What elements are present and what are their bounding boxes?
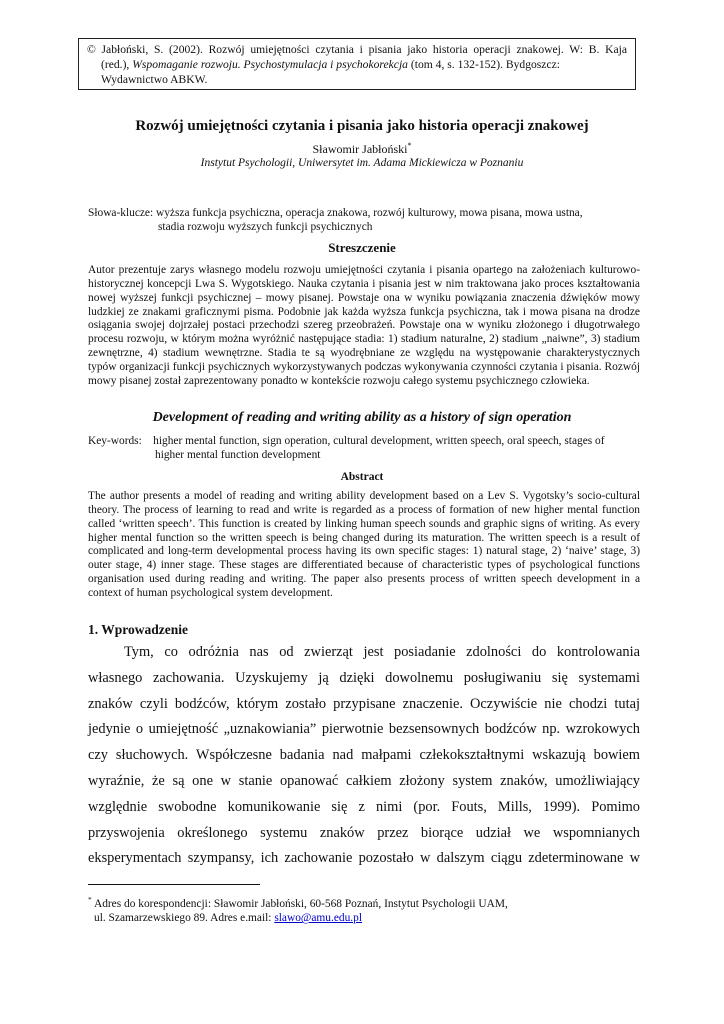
citation-line-3: Wydawnictwo ABKW.: [101, 73, 208, 86]
abstract-text: The author presents a model of reading and writing ability development based on a Lev S. Vygotsky’s socio-cultural theory. The process of learning to read and write is regarded as a process of formation of new higher mental function called ‘written speech’. This function is created by linking human speech sounds and graphic signs of writing. As every higher mental function so the written speech is being changed during its maturation. The written speech is a result of complicated and long-term developmental process having its own specific stages: 1) natural stage, 2) ‘naive’ stage, 3) outer stage, 4) inner stage. These stages are differentiated because of characteristic types of psychological functions organisation used during reading and writing. The paper also presents process of written speech development in a context of human psychological system development.: [88, 490, 640, 599]
footnote: [88, 893, 640, 926]
keywords-en: [88, 434, 640, 462]
streszczenie-heading: Streszczenie: [328, 240, 396, 255]
citation-line-2: [87, 57, 627, 72]
citation-editor: (red.),: [101, 58, 133, 71]
section-heading-introduction: 1. Wprowadzenie: [88, 622, 189, 637]
footnote-mark: *: [88, 895, 92, 904]
keywords-en-values: higher mental function, sign operation, cultural development, written speech, oral speech, stages of: [153, 435, 605, 447]
body-line: jedynie o umiejętność „uznakowiania” pierwotnie bezsensownych bodźców np. wzrokowych: [88, 721, 640, 738]
body-line: względnie swobodne komunikowanie się z nimi (por. Fouts, Mills, 1999). Pomimo: [88, 798, 640, 815]
body-line: przyswojenia określonego systemu znaków przez biorące udział we wspomnianych: [88, 824, 640, 841]
footnote-separator: [88, 884, 260, 885]
footnote-address: Adres do korespondencji: Sławomir Jabłoński, 60-568 Poznań, Instytut Psychologii UAM,: [91, 897, 508, 910]
body-line: czy słuchowych. Współczesne badania nad małpami człekokształtnymi wskazują bowiem: [88, 747, 640, 764]
author-name: Sławomir Jabłoński: [312, 142, 408, 156]
affiliation: Instytut Psychologii, Uniwersytet im. Adama Mickiewicza w Poznaniu: [200, 157, 524, 169]
footnote-street: ul. Szamarzewskiego 89. Adres e.mail:: [94, 912, 275, 925]
body-line: znaków czyli bodźców, którym zostało przypisane znaczenie. Oczywiście nie chodzi tutaj: [88, 695, 640, 712]
body-line: Tym, co odróżnia nas od zwierząt jest posiadanie zdolności do kontrolowania: [124, 644, 640, 660]
abstract-heading: Abstract: [340, 471, 384, 483]
footnote-line-2: [88, 911, 640, 926]
citation-line-1: © Jabłoński, S. (2002). Rozwój umiejętności czytania i pisania jako historia operacji znakowej. W: B. Kaja: [87, 43, 627, 56]
keywords-en-line-2: higher mental function development: [155, 449, 321, 461]
keywords-pl: [88, 206, 640, 234]
keywords-pl-line-1: Słowa-klucze: wyższa funkcja psychiczna, operacja znakowa, rozwój kulturowy, mowa pisana, mowa ustna,: [88, 207, 583, 219]
citation-pages: (tom 4, s. 132-152). Bydgoszcz:: [407, 58, 560, 71]
author-footnote-mark: *: [407, 141, 412, 150]
keywords-en-line-1: [88, 434, 640, 448]
citation-box: [78, 38, 636, 90]
author-line: [40, 141, 684, 157]
body-line: eksperymentach szympansy, ich zachowanie pozostało w dalszym ciągu zdeterminowane w: [88, 850, 640, 867]
footnote-line-1: [88, 893, 640, 911]
keywords-en-label: Key-words:: [88, 435, 142, 447]
body-line: wyraźnie, że są one w stanie opanować całkiem złożony system znaków, umożliwiający: [88, 772, 640, 789]
introduction-body: [88, 640, 640, 872]
email-link[interactable]: slawo@amu.edu.pl: [274, 912, 362, 925]
body-line: własnego zachowania. Uzyskujemy ją dzięki dowolnemu posługiwaniu się systemami: [88, 669, 640, 686]
streszczenie-text: Autor prezentuje zarys własnego modelu rozwoju umiejętności czytania i pisania opartego na założeniach kulturowo-historycznej koncepcji Lwa S. Wygotskiego. Nauka czytania i pisania jest w nim traktowana jako proces kształtowania nowej wyższej funkcji psychicznej – mowy pisanej. Powstaje ona w wyniku powiązania znaczenia dźwięków mowy ludzkiej ze znakami graficznymi pisma. Podobnie jak każda wyższa funkcja psychiczna, tak i mowa pisana na drodze osiągania swojej dojrzałej postaci przechodzi szereg przeobrażeń. Powstaje ona w wyniku złożonego i długotrwałego procesu rozwoju, w którym można wyróżnić następujące stadia: 1) stadium naturalne, 2) stadium „naiwne”, 3) stadium zewnętrzne, 4) stadium wewnętrzne. Stadia te są wyodrębniane ze względu na występowanie charakterystycznych typów organizacji funkcji psychicznych wykorzystywanych podczas wykonywania czynności czytania i pisania. Rozwój mowy pisanej został zaprezentowany ponadto w kontekście rozwoju całego systemu psychicznego człowieka.: [88, 264, 640, 387]
paper-title: Rozwój umiejętności czytania i pisania jako historia operacji znakowej: [135, 118, 589, 134]
citation-book-title: Wspomaganie rozwoju. Psychostymulacja i psychokorekcja: [132, 58, 408, 71]
english-title: Development of reading and writing ability as a history of sign operation: [152, 410, 572, 425]
keywords-pl-line-2: stadia rozwoju wyższych funkcji psychicznych: [158, 221, 373, 233]
